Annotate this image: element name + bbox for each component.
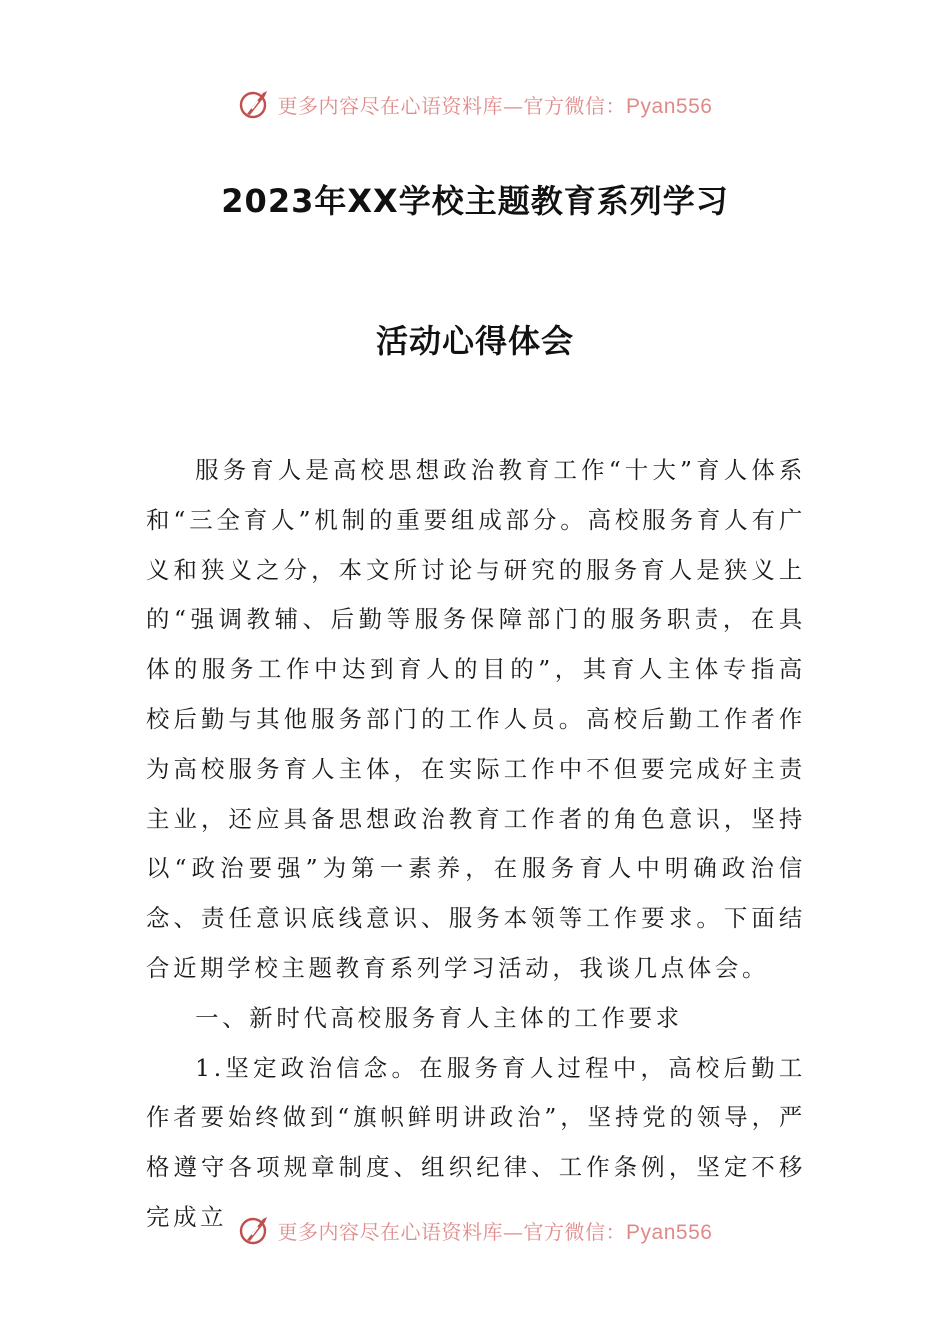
section-heading: 一、新时代高校服务育人主体的工作要求 [195,1003,683,1032]
watermark-text: 更多内容尽在心语资料库—官方微信：Pyan556 [277,1219,713,1244]
quill-logo-icon [238,87,272,121]
point-paragraph: 1.坚定政治信念。在服务育人过程中，高校后勤工作者要始终做到“旗帜鲜明讲政治”，坚持党的领导，严格遵守各项规章制度、组织纪律、工作条例，坚定不移完成立 [146,1053,806,1231]
quill-logo-icon [238,1213,272,1247]
watermark-footer [0,1210,950,1250]
watermark-header [0,84,950,124]
watermark-wechat-id: Pyan556 [626,1220,713,1244]
watermark-text: 更多内容尽在心语资料库—官方微信：Pyan556 [277,93,713,118]
document-title-line-2: 活动心得体会 [375,322,574,360]
intro-paragraph: 服务育人是高校思想政治教育工作“十大”育人体系和“三全育人”机制的重要组成部分。高校服务育人有广义和狭义之分，本文所讨论与研究的服务育人是狭义上的“强调教辅、后勤等服务保障部门的服务职责，在具体的服务工作中达到育人的目的”，其育人主体专指高校后勤与其他服务部门的工作人员。高校后勤工作者作为高校服务育人主体，在实际工作中不但要完成好主责主业，还应具备思想政治教育工作者的角色意识，坚持以“政治要强”为第一素养，在服务育人中明确政治信念、责任意识底线意识、服务本领等工作要求。下面结合近期学校主题教育系列学习活动，我谈几点体会。 [146,456,806,982]
document-body [146,446,806,1243]
watermark-wechat-id: Pyan556 [626,94,713,118]
document-title-line-1: 2023年XX学校主题教育系列学习 [221,182,729,220]
